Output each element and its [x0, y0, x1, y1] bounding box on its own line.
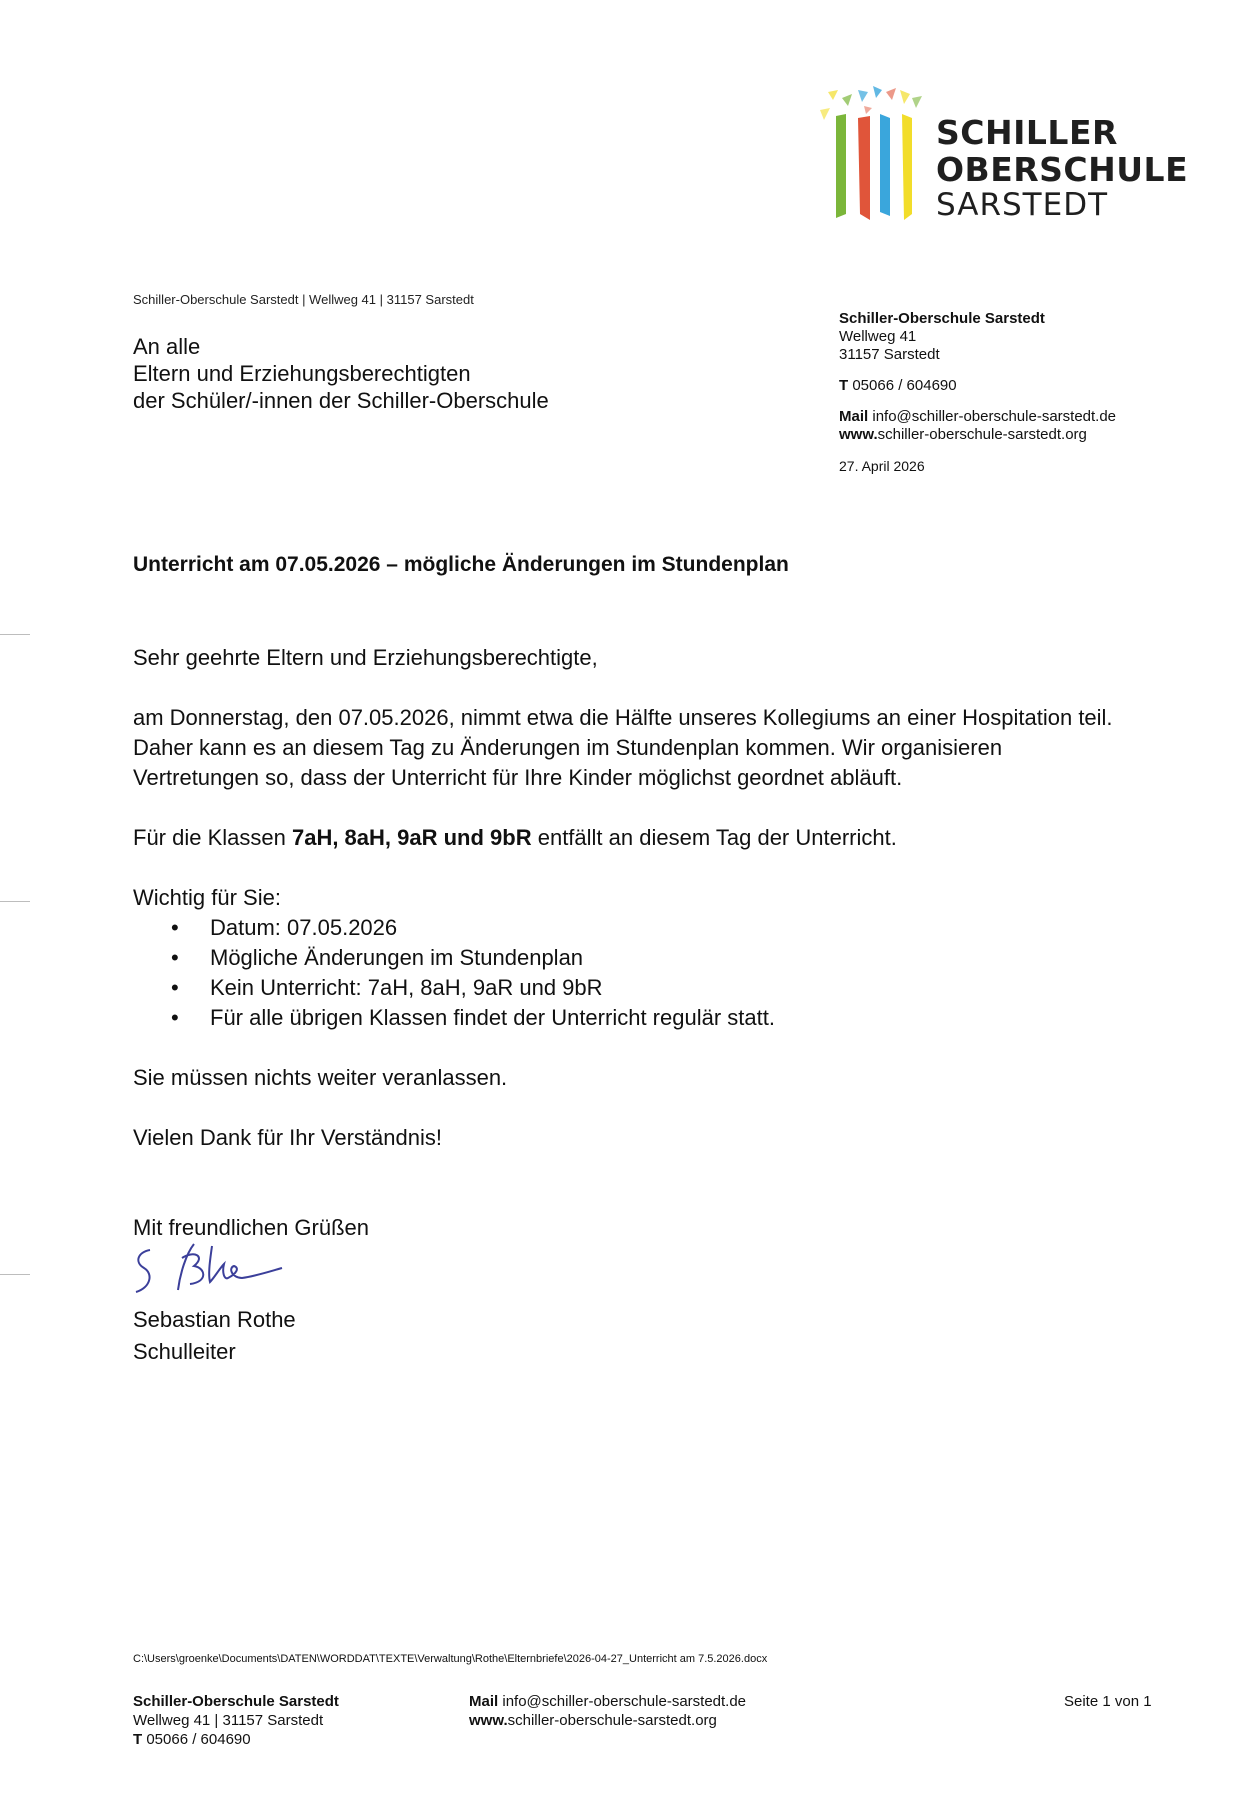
letter-date: 27. April 2026	[839, 458, 925, 474]
logo-wordmark: SCHILLER OBERSCHULE SARSTEDT	[936, 113, 1189, 223]
paragraph-1: am Donnerstag, den 07.05.2026, nimmt etwa die Hälfte unseres Kollegiums an einer Hospitation teil. Daher kann es an diesem Tag zu Änderungen im Stundenplan kommen. Wir organisieren Vertretungen so, dass der Unterricht für Ihre Kinder möglichst geordnet abläuft.	[133, 705, 1113, 790]
info-city: 31157 Sarstedt	[839, 346, 940, 363]
school-info-block	[839, 310, 1116, 475]
salutation: Sehr geehrte Eltern und Erziehungsberechtigte,	[133, 645, 598, 670]
fold-mark-bottom	[0, 1274, 30, 1275]
fold-mark-top	[0, 634, 30, 635]
info-phone: T 05066 / 604690	[839, 377, 957, 394]
signatory-role: Schulleiter	[133, 1339, 236, 1364]
list-item: • Kein Unterricht: 7aH, 8aH, 9aR und 9bR	[133, 973, 1143, 1003]
school-logo	[818, 84, 1189, 224]
footer-contact: Mail info@schiller-oberschule-sarstedt.de www.schiller-oberschule-sarstedt.org	[469, 1693, 747, 1729]
list-item: • Mögliche Änderungen im Stundenplan	[133, 943, 1143, 973]
cancelled-classes: 7aH, 8aH, 9aR und 9bR	[291, 825, 532, 850]
page-number: Seite 1 von 1	[1064, 1693, 1152, 1710]
list-item: • Datum: 07.05.2026	[133, 913, 1143, 943]
info-school-name: Schiller-Oberschule Sarstedt	[839, 310, 1045, 327]
footer-address: Schiller-Oberschule Sarstedt Wellweg 41 | 31157 Sarstedt T 05066 / 604690	[133, 1693, 339, 1748]
important-label: Wichtig für Sie:	[133, 885, 281, 910]
sender-line: Schiller-Oberschule Sarstedt | Wellweg 41 | 31157 Sarstedt	[133, 292, 474, 307]
punch-mark	[0, 901, 30, 902]
recipient-line-1: An alle	[133, 334, 201, 359]
recipient-address	[133, 333, 549, 414]
paragraph-4: Vielen Dank für Ihr Verständnis!	[133, 1125, 442, 1150]
important-list	[133, 913, 1143, 1033]
signatory	[133, 1304, 296, 1368]
signatory-name: Sebastian Rothe	[133, 1307, 296, 1332]
recipient-line-3: der Schüler/-innen der Schiller-Oberschule	[133, 388, 549, 413]
letter-body	[133, 643, 1143, 1273]
logo-stripes-icon	[818, 84, 928, 224]
letter-subject: Unterricht am 07.05.2026 – mögliche Änderungen im Stundenplan	[133, 553, 789, 576]
paragraph-3: Sie müssen nichts weiter veranlassen.	[133, 1065, 508, 1090]
file-path: C:\Users\groenke\Documents\DATEN\WORDDAT\TEXTE\Verwaltung\Rothe\Elternbriefe\2026-04-27_Unterricht am 7.5.2026.docx	[133, 1653, 768, 1665]
handwritten-signature	[128, 1238, 298, 1308]
info-web: www.schiller-oberschule-sarstedt.org	[839, 426, 1087, 443]
closing: Mit freundlichen Grüßen	[133, 1215, 369, 1240]
info-mail: Mail info@schiller-oberschule-sarstedt.de	[839, 408, 1117, 425]
paragraph-2: Für die Klassen 7aH, 8aH, 9aR und 9bR entfällt an diesem Tag der Unterricht.	[133, 825, 897, 850]
info-street: Wellweg 41	[839, 328, 917, 345]
recipient-line-2: Eltern und Erziehungsberechtigten	[133, 361, 471, 386]
list-item: • Für alle übrigen Klassen findet der Unterricht regulär statt.	[133, 1003, 1143, 1033]
